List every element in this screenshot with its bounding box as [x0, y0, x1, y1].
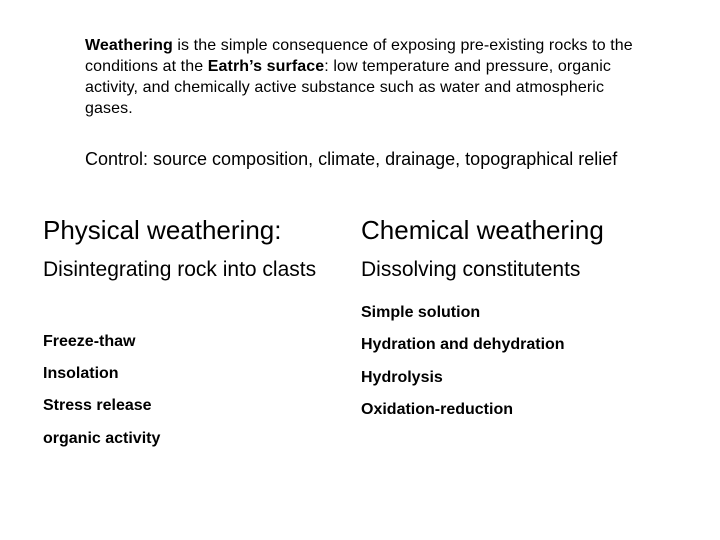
- intro-paragraph: [85, 35, 645, 119]
- chemical-item: Oxidation-reduction: [361, 401, 513, 418]
- control-line: Control: source composition, climate, drainage, topographical relief: [85, 149, 618, 169]
- chemical-item: Simple solution: [361, 304, 481, 321]
- chemical-column: [361, 214, 691, 418]
- chemical-item: Hydrolysis: [361, 369, 443, 386]
- chemical-item: Hydration and dehydration: [361, 336, 565, 353]
- intro-text-b: : low temperature and pressure, organic activity, and chemically active substance such as water and atmospheric gases.: [85, 58, 612, 117]
- physical-item: Insolation: [43, 365, 119, 382]
- chemical-heading: Chemical weathering: [361, 215, 604, 245]
- intro-surface: Eatrh’s surface: [207, 58, 325, 75]
- physical-item: Stress release: [43, 397, 152, 414]
- physical-subheading: Disintegrating rock into clasts: [43, 258, 317, 281]
- physical-item: organic activity: [43, 430, 161, 447]
- intro-text-a: is the simple consequence of exposing pre-existing rocks to the conditions at the: [85, 37, 633, 75]
- intro-term: Weathering: [85, 37, 173, 54]
- chemical-subheading: Dissolving constitutents: [361, 258, 581, 281]
- physical-heading: Physical weathering:: [43, 215, 282, 245]
- physical-item: Freeze-thaw: [43, 333, 136, 350]
- physical-column: [43, 214, 333, 447]
